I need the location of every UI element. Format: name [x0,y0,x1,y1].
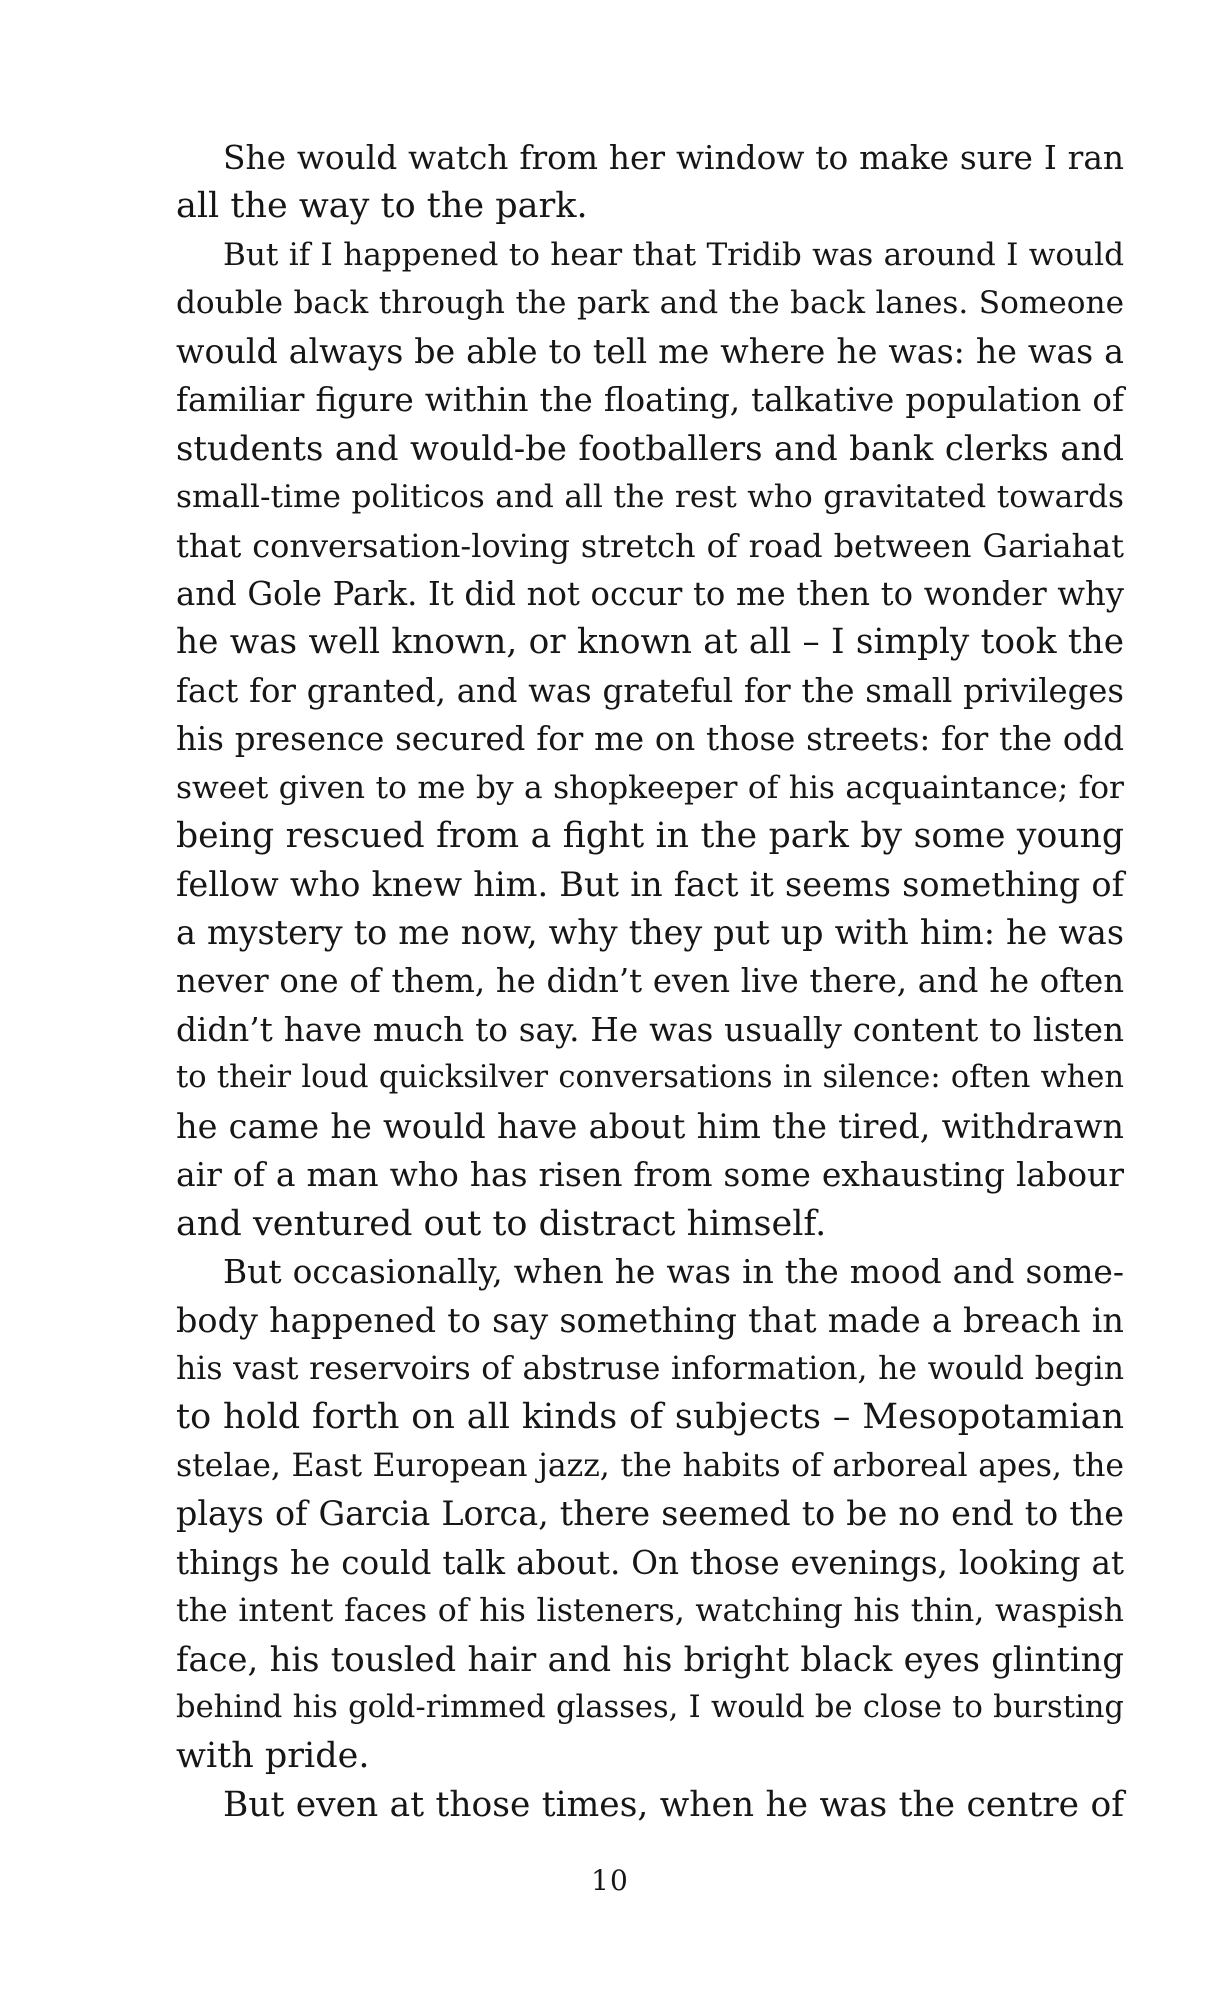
text-line: the intent faces of his listeners, watching his thin, waspish [176,1593,1124,1630]
text-line: would always be able to tell me where he was: he was a [176,331,1124,371]
text-line: he was well known, or known at all – I simply took the [176,622,1124,663]
text-line: to their loud quicksilver conversations in silence: often when [176,1060,1124,1096]
text-line: plays of Garcia Lorca, there seemed to be no end to the [176,1494,1124,1534]
text-line: his vast reservoirs of abstruse information, he would begin [176,1350,1124,1387]
text-line: never one of them, he didn’t even live there, and he often [176,962,1124,1001]
text-line: to hold forth on all kinds of subjects – Mesopotamian [176,1397,1124,1438]
text-line: behind his gold-rimmed glasses, I would be close to bursting [176,1690,1124,1725]
text-line: sweet given to me by a shopkeeper of his acquaintance; for [176,769,1124,806]
text-line: face, his tousled hair and his bright black eyes glinting [176,1639,1124,1679]
text-line: But if I happened to hear that Tridib was around I would [223,236,1124,273]
text-line: stelae, East European jazz, the habits of arboreal apes, the [176,1447,1124,1484]
text-line: She would watch from her window to make sure I ran [223,139,1124,177]
text-line: with pride. [176,1736,370,1777]
page-number: 10 [591,1864,629,1897]
text-line: that conversation-loving stretch of road between Gariahat [176,526,1124,565]
text-line: small-time politicos and all the rest who gravitated towards [176,479,1124,516]
text-line: But occasionally, when he was in the mood and some- [223,1252,1124,1292]
text-line: a mystery to me now, why they put up with him: he was [176,913,1124,952]
text-line: But even at those times, when he was the centre of [223,1784,1124,1825]
text-line: didn’t have much to say. He was usually content to listen [176,1010,1124,1049]
text-line: his presence secured for me on those streets: for the odd [176,720,1124,759]
text-line: things he could talk about. On those evenings, looking at [176,1543,1124,1582]
body-text [176,134,1124,1829]
text-line: fellow who knew him. But in fact it seems something of [176,864,1124,904]
text-line: familiar figure within the floating, talkative population of [176,381,1124,420]
text-line: he came he would have about him the tired, withdrawn [176,1106,1124,1146]
text-line: air of a man who has risen from some exhausting labour [176,1155,1124,1195]
text-line: and Gole Park. It did not occur to me then to wonder why [176,574,1124,613]
text-line: and ventured out to distract himself. [176,1203,827,1244]
text-line: all the way to the park. [176,186,588,227]
text-line: double back through the park and the back lanes. Someone [176,285,1124,322]
text-line: body happened to say something that made a breach in [176,1300,1124,1340]
text-line: fact for granted, and was grateful for the small privileges [176,671,1124,710]
text-line: students and would-be footballers and bank clerks and [176,428,1124,468]
text-line: being rescued from a fight in the park by some young [176,816,1124,857]
